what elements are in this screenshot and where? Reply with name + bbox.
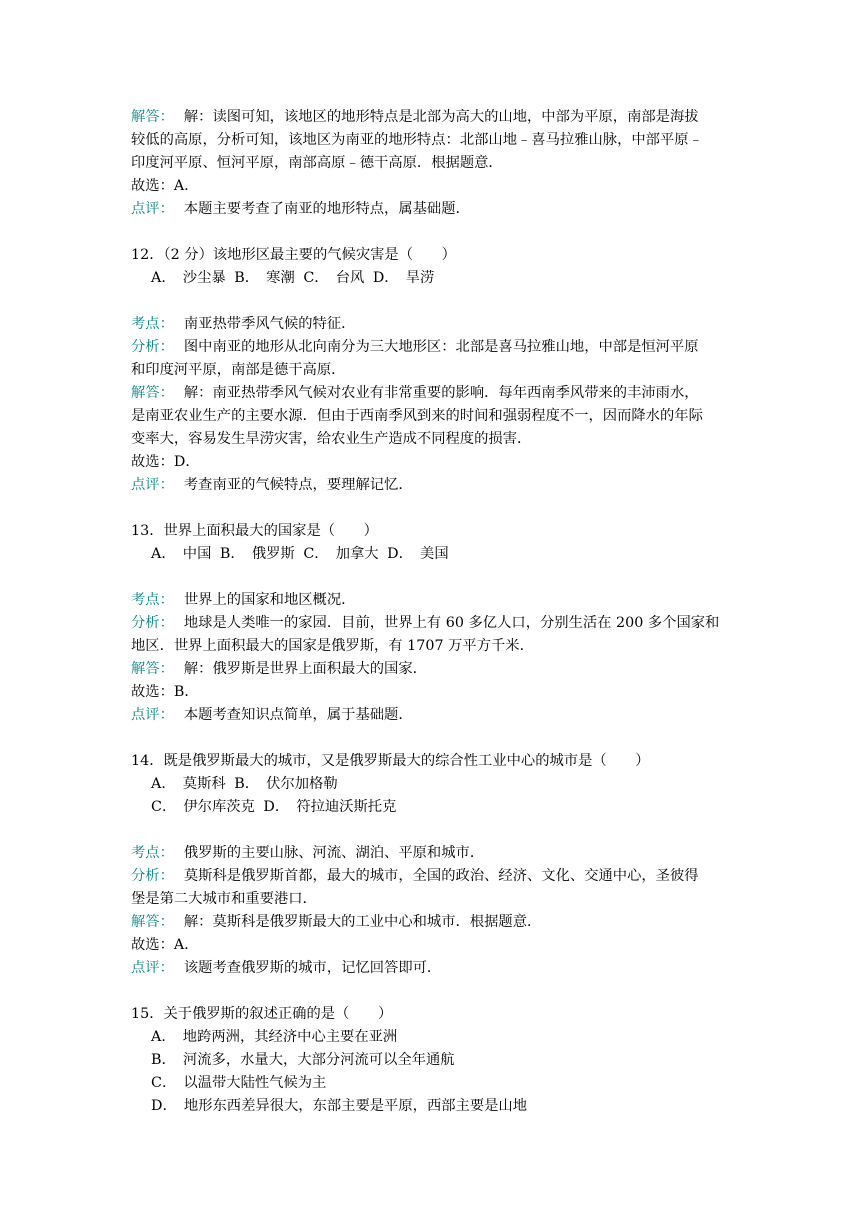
option-c: C． 以温带大陆性气候为主 — [151, 1075, 327, 1091]
topic-text: 世界上的国家和地区概况． — [183, 592, 356, 608]
option-d: D． 地形东西差异很大，东部主要是平原，西部主要是山地 — [151, 1098, 528, 1114]
question-14-options-row1 — [131, 773, 731, 796]
answer-text: 解：南亚热带季风气候对农业有非常重要的影响．每年西南季风带来的丰沛雨水， — [183, 385, 699, 401]
answer-text: 解：莫斯科是俄罗斯最大的工业中心和城市．根据题意． — [183, 914, 542, 930]
comment-label: 点评： — [131, 707, 174, 723]
comment-text: 考查南亚的气候特点，要理解记忆． — [183, 477, 413, 493]
option-c: C． 台风 — [303, 270, 365, 286]
comment-label: 点评： — [131, 201, 174, 217]
comment-text: 本题考查知识点简单，属于基础题． — [183, 707, 413, 723]
option-b: B． 河流多，水量大，大部分河流可以全年通航 — [151, 1052, 455, 1068]
answer-label: 解答： — [131, 914, 174, 930]
analysis-label: 分析： — [131, 615, 174, 631]
question-13-options — [131, 543, 731, 566]
analysis-text: 地区．世界上面积最大的国家是俄罗斯，有 1707 万平方千米． — [131, 638, 534, 654]
analysis-label: 分析： — [131, 339, 174, 355]
answer-label: 解答： — [131, 661, 174, 677]
answer-label: 解答： — [131, 109, 174, 125]
option-d: D． 符拉迪沃斯托克 — [263, 799, 397, 815]
question-12-title: 12．（2 分）该地形区最主要的气候灾害是（ ） — [131, 247, 456, 263]
q11-comment — [131, 198, 731, 221]
option-d: D． 旱涝 — [372, 270, 435, 286]
answer-text: 变率大，容易发生旱涝灾害，给农业生产造成不同程度的损害． — [131, 431, 532, 447]
comment-label: 点评： — [131, 477, 174, 493]
option-a: A． 中国 — [151, 546, 212, 562]
analysis-text: 图中南亚的地形从北向南分为三大地形区：北部是喜马拉雅山地，中部是恒河平原 — [183, 339, 699, 355]
analysis-text: 和印度河平原，南部是德干高原． — [131, 362, 346, 378]
topic-label: 考点： — [131, 845, 174, 861]
answer-text: 较低的高原，分析可知，该地区为南亚的地形特点：北部山地﹣喜马拉雅山脉，中部平原﹣ — [131, 132, 703, 148]
option-b: B． 伏尔加格勒 — [234, 776, 338, 792]
analysis-text: 地球是人类唯一的家园．目前，世界上有 60 多亿人口，分别生活在 200 多个国家和 — [183, 615, 720, 631]
comment-text: 该题考查俄罗斯的城市，记忆回答即可． — [183, 960, 442, 976]
option-c: C． 伊尔库茨克 — [151, 799, 255, 815]
analysis-text: 堡是第二大城市和重要港口． — [131, 891, 317, 907]
answer-text: 解：俄罗斯是世界上面积最大的国家． — [183, 661, 427, 677]
question-13-title: 13．世界上面积最大的国家是（ ） — [131, 523, 378, 539]
comment-label: 点评： — [131, 960, 174, 976]
comment-text: 本题主要考查了南亚的地形特点，属基础题． — [183, 201, 470, 217]
analysis-label: 分析： — [131, 868, 174, 884]
question-15-title: 15．关于俄罗斯的叙述正确的是（ ） — [131, 1006, 393, 1022]
answer-label: 解答： — [131, 385, 174, 401]
question-14-options-row2 — [131, 796, 731, 819]
topic-label: 考点： — [131, 592, 174, 608]
topic-text: 俄罗斯的主要山脉、河流、湖泊、平原和城市． — [183, 845, 485, 861]
option-a: A． 沙尘暴 — [151, 270, 226, 286]
topic-label: 考点： — [131, 316, 174, 332]
choice-result: 故选：A． — [131, 178, 199, 194]
answer-text: 是南亚农业生产的主要水源．但由于西南季风到来的时间和强弱程度不一，因而降水的年际 — [131, 408, 703, 424]
option-b: B． 寒潮 — [234, 270, 295, 286]
option-d: D． 美国 — [387, 546, 449, 562]
option-a: A． 莫斯科 — [151, 776, 226, 792]
answer-text: 解：读图可知，该地区的地形特点是北部为高大的山地，中部为平原，南部是海拔 — [183, 109, 699, 125]
choice-result: 故选：B． — [131, 684, 199, 700]
choice-result: 故选：A． — [131, 937, 199, 953]
question-14-title: 14．既是俄罗斯最大的城市，又是俄罗斯最大的综合性工业中心的城市是（ ） — [131, 753, 650, 769]
option-a: A． 地跨两洲，其经济中心主要在亚洲 — [151, 1029, 398, 1045]
question-12-options — [131, 267, 731, 290]
analysis-text: 莫斯科是俄罗斯首都，最大的城市，全国的政治、经济、文化、交通中心，圣彼得 — [183, 868, 699, 884]
option-b: B． 俄罗斯 — [219, 546, 295, 562]
option-c: C． 加拿大 — [303, 546, 379, 562]
answer-text: 印度河平原、恒河平原，南部高原﹣德干高原．根据题意． — [131, 155, 503, 171]
document-page — [131, 106, 731, 1118]
topic-text: 南亚热带季风气候的特征． — [183, 316, 356, 332]
choice-result: 故选：D． — [131, 454, 200, 470]
q11-answer — [131, 106, 731, 175]
